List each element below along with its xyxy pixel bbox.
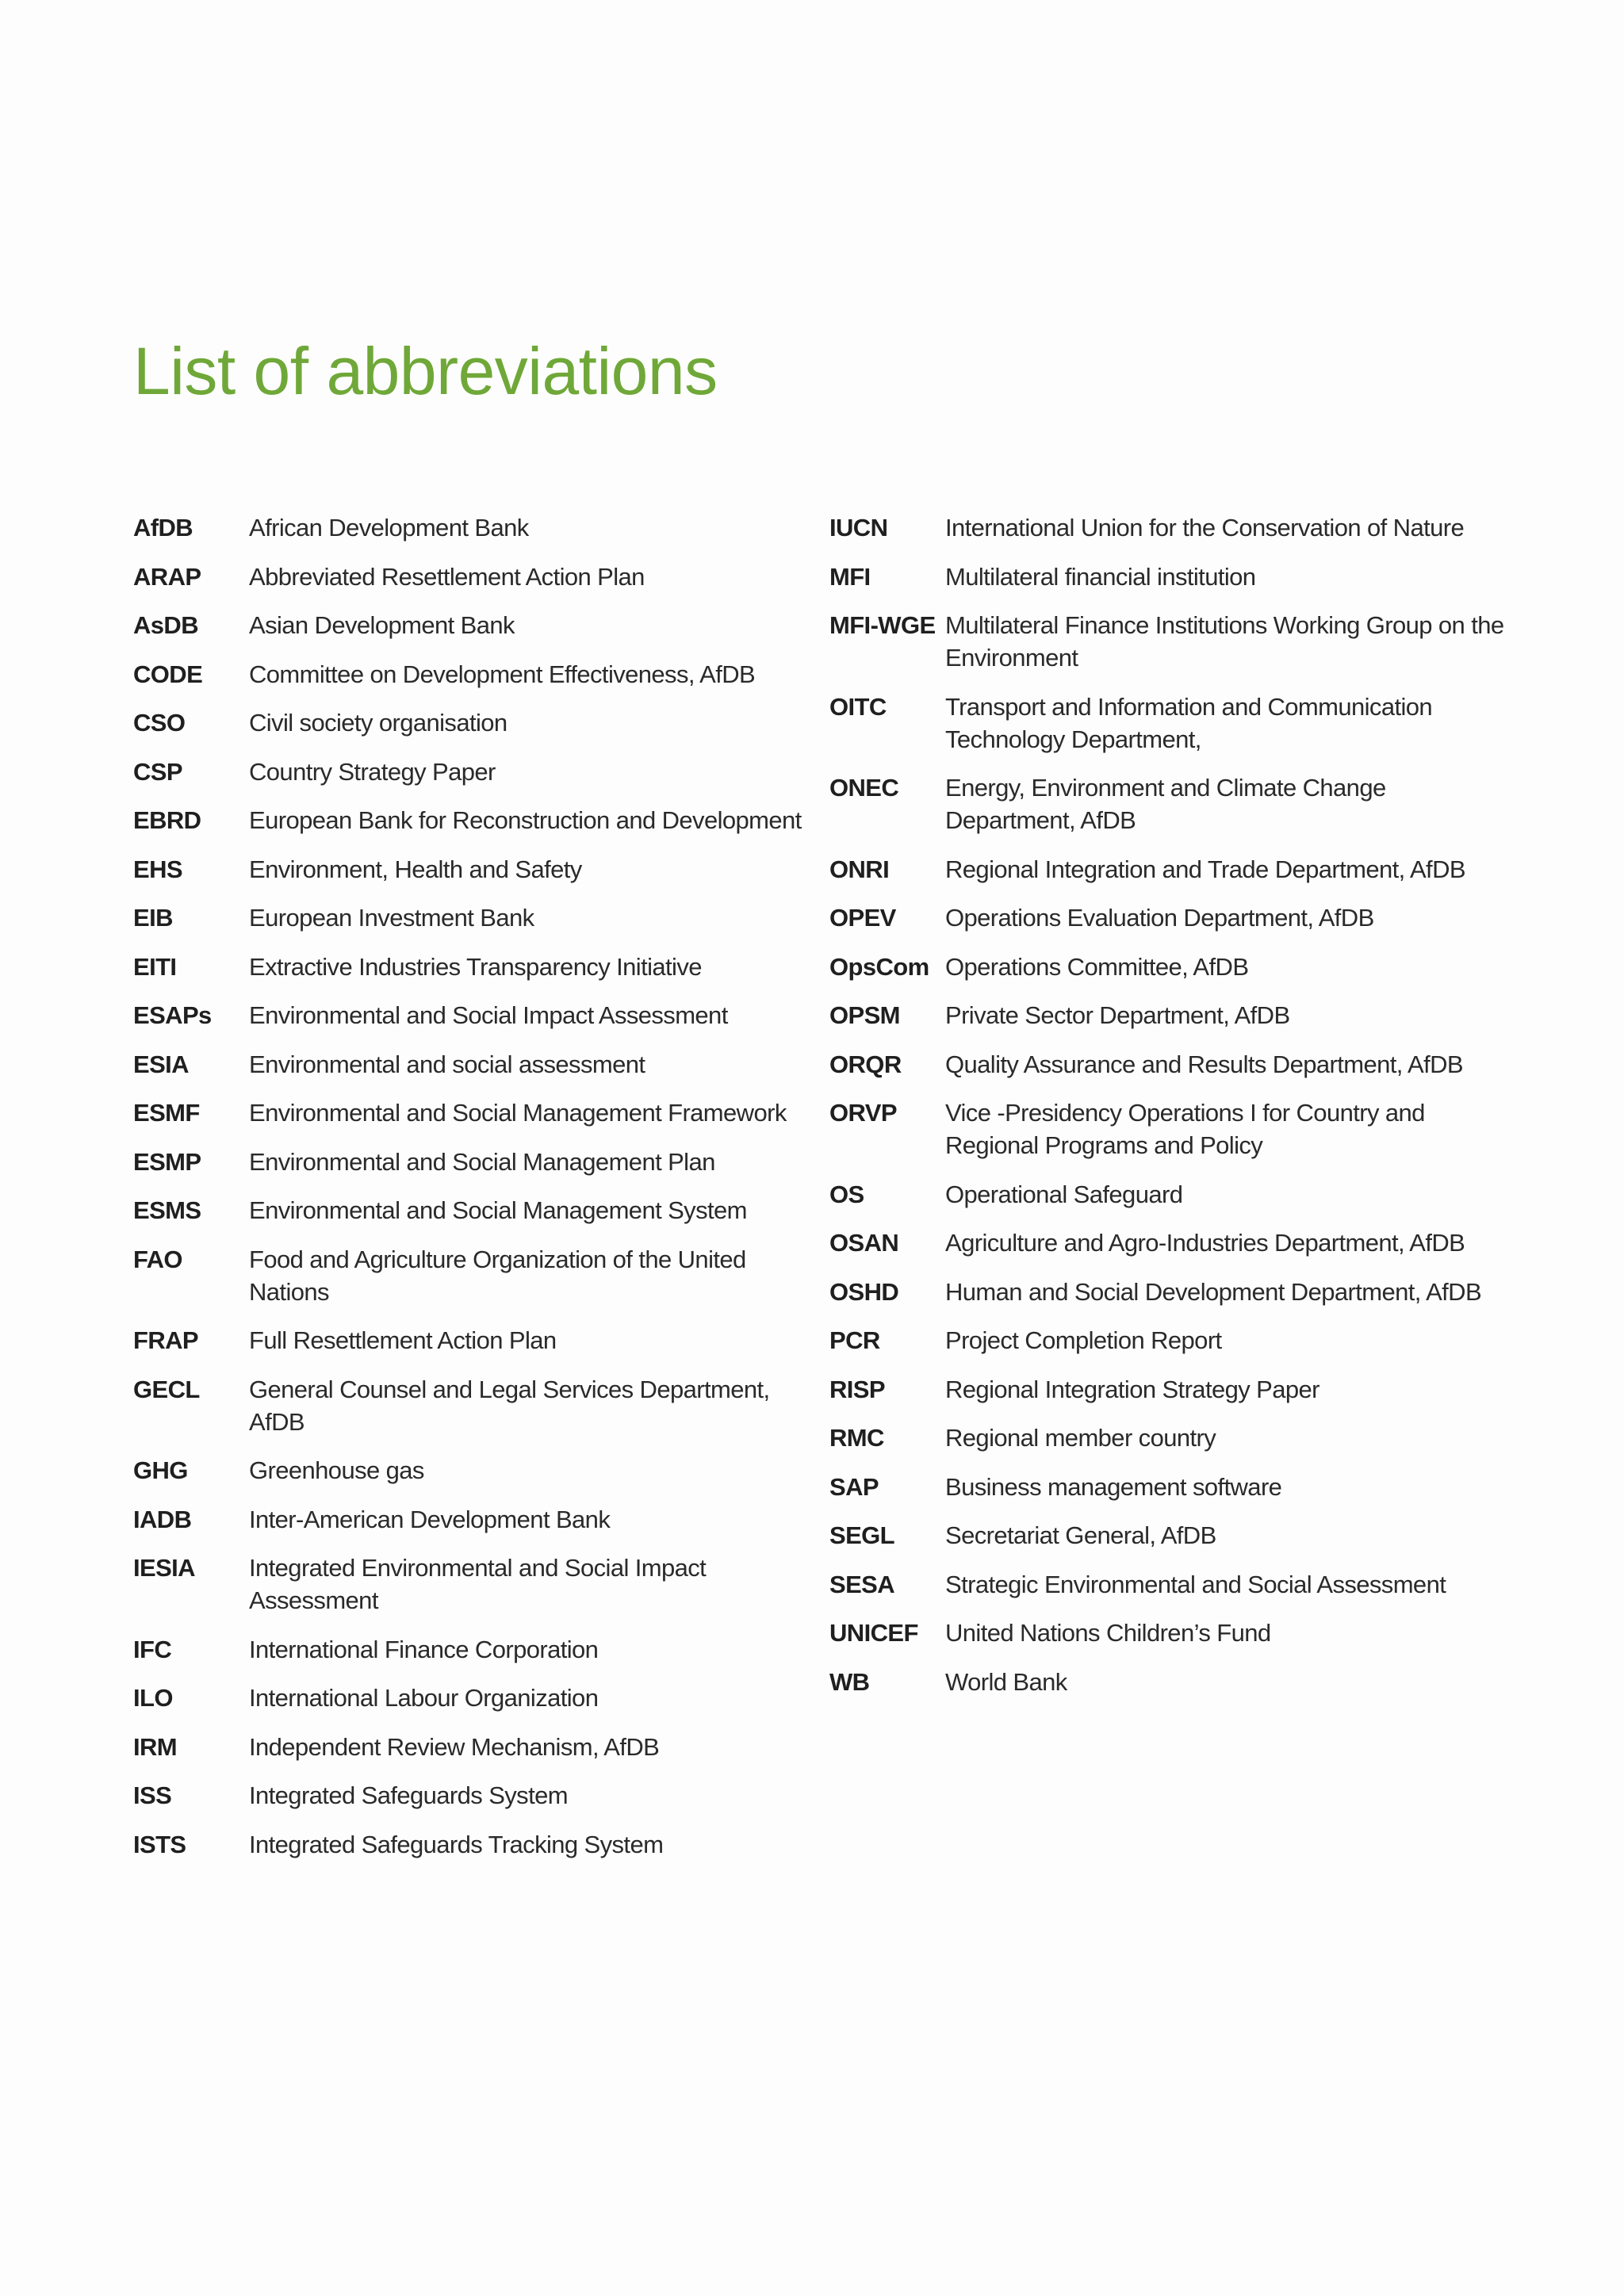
- abbreviation-term: CSO: [133, 709, 186, 737]
- abbreviation-term: ESIA: [133, 1050, 189, 1078]
- abbreviation-term: UNICEF: [829, 1619, 918, 1647]
- abbreviation-definition: Energy, Environment and Climate Change Department, AfDB: [945, 774, 1386, 834]
- abbreviation-definition: Integrated Environmental and Social Impact Assessment: [249, 1554, 707, 1614]
- abbreviation-row: [829, 1519, 1511, 1552]
- abbreviation-term: RISP: [829, 1375, 885, 1403]
- abbreviation-definition: General Counsel and Legal Services Department, AfDB: [249, 1375, 770, 1436]
- abbreviation-definition: Multilateral financial institution: [945, 562, 1256, 591]
- abbreviation-definition: International Labour Organization: [249, 1684, 599, 1712]
- abbreviation-definition: African Development Bank: [249, 514, 529, 541]
- abbreviation-definition: Business management software: [945, 1472, 1282, 1501]
- abbreviation-row: [829, 901, 1511, 934]
- abbreviation-row: [133, 706, 807, 739]
- abbreviation-definition: Independent Review Mechanism, AfDB: [249, 1732, 660, 1761]
- abbreviation-row: [829, 1276, 1511, 1308]
- abbreviation-term: WB: [829, 1667, 870, 1696]
- abbreviation-definition: Private Sector Department, AfDB: [945, 1001, 1290, 1029]
- abbreviation-term: SESA: [829, 1570, 895, 1598]
- abbreviation-row: [133, 1779, 807, 1812]
- abbreviation-term: ISTS: [133, 1830, 186, 1858]
- abbreviation-term: ORVP: [829, 1099, 897, 1127]
- abbreviation-definition: Strategic Environmental and Social Assessment: [945, 1570, 1446, 1598]
- abbreviation-row: [829, 1373, 1511, 1406]
- abbreviation-term: GECL: [133, 1375, 200, 1403]
- abbreviation-row: [829, 1471, 1511, 1503]
- abbreviations-right-column: [829, 511, 1511, 1714]
- abbreviation-row: [133, 1828, 807, 1861]
- abbreviation-row: [133, 1324, 807, 1357]
- abbreviation-row: [829, 1568, 1511, 1601]
- abbreviation-term: OPSM: [829, 1001, 900, 1029]
- abbreviation-term: EBRD: [133, 806, 201, 834]
- abbreviation-row: [133, 999, 807, 1031]
- abbreviation-definition: Agriculture and Agro-Industries Department, AfDB: [945, 1229, 1465, 1257]
- abbreviation-definition: Vice -Presidency Operations I for Country and Regional Programs and Policy: [945, 1099, 1425, 1159]
- abbreviation-row: [829, 609, 1511, 674]
- abbreviation-definition: Country Strategy Paper: [249, 757, 496, 786]
- abbreviation-row: [829, 853, 1511, 886]
- abbreviation-definition: United Nations Children’s Fund: [945, 1619, 1271, 1647]
- abbreviation-row: [133, 1096, 807, 1129]
- abbreviation-row: [829, 771, 1511, 836]
- abbreviation-term: FAO: [133, 1245, 182, 1273]
- abbreviation-definition: Environmental and Social Management Framework: [249, 1099, 787, 1127]
- abbreviation-term: AsDB: [133, 611, 199, 639]
- abbreviation-definition: Secretariat General, AfDB: [945, 1521, 1216, 1549]
- abbreviation-row: [829, 1617, 1511, 1649]
- abbreviation-definition: Committee on Development Effectiveness, AfDB: [249, 660, 756, 688]
- abbreviation-definition: Quality Assurance and Results Department, AfDB: [945, 1050, 1464, 1078]
- abbreviation-row: [133, 658, 807, 691]
- abbreviation-row: [829, 691, 1511, 756]
- abbreviation-row: [829, 999, 1511, 1031]
- abbreviation-term: ESMF: [133, 1099, 200, 1127]
- abbreviation-row: [133, 1454, 807, 1487]
- abbreviation-term: FRAP: [133, 1326, 198, 1354]
- abbreviation-row: [829, 1666, 1511, 1698]
- abbreviation-term: OSAN: [829, 1229, 899, 1257]
- abbreviation-term: EIB: [133, 904, 173, 932]
- abbreviation-definition: Regional Integration Strategy Paper: [945, 1375, 1320, 1403]
- abbreviation-row: [829, 1226, 1511, 1259]
- abbreviation-row: [829, 511, 1511, 544]
- abbreviation-term: ESMP: [133, 1147, 201, 1176]
- abbreviation-term: IRM: [133, 1732, 178, 1761]
- abbreviation-definition: Greenhouse gas: [249, 1456, 424, 1484]
- abbreviation-term: ESMS: [133, 1196, 201, 1224]
- abbreviation-row: [133, 951, 807, 983]
- abbreviation-term: ESAPs: [133, 1001, 212, 1029]
- abbreviation-term: EITI: [133, 952, 177, 981]
- abbreviation-definition: Operations Evaluation Department, AfDB: [945, 904, 1374, 932]
- abbreviation-row: [829, 951, 1511, 983]
- abbreviation-term: IUCN: [829, 514, 888, 541]
- abbreviation-definition: Human and Social Development Department, AfDB: [945, 1277, 1482, 1306]
- abbreviation-row: [133, 1048, 807, 1081]
- abbreviation-term: GHG: [133, 1456, 188, 1484]
- abbreviation-definition: Civil society organisation: [249, 709, 508, 737]
- abbreviation-row: [133, 561, 807, 593]
- abbreviation-term: OSHD: [829, 1277, 899, 1306]
- abbreviation-row: [133, 1731, 807, 1763]
- abbreviation-row: [133, 1503, 807, 1536]
- abbreviation-definition: Operational Safeguard: [945, 1180, 1183, 1208]
- abbreviation-term: OS: [829, 1180, 864, 1208]
- abbreviation-row: [133, 853, 807, 886]
- abbreviation-term: AfDB: [133, 514, 193, 541]
- abbreviation-definition: Project Completion Report: [945, 1326, 1222, 1354]
- abbreviation-definition: Environmental and Social Management Plan: [249, 1147, 715, 1176]
- abbreviation-definition: Integrated Safeguards System: [249, 1781, 568, 1809]
- abbreviation-definition: International Union for the Conservation of Nature: [945, 514, 1465, 541]
- abbreviation-definition: International Finance Corporation: [249, 1635, 599, 1663]
- abbreviation-row: [133, 609, 807, 641]
- abbreviation-row: [133, 1243, 807, 1308]
- abbreviation-term: IADB: [133, 1505, 192, 1533]
- abbreviation-term: RMC: [829, 1424, 884, 1452]
- abbreviation-row: [829, 1422, 1511, 1454]
- abbreviation-definition: Environment, Health and Safety: [249, 855, 582, 883]
- abbreviation-definition: Environmental and Social Impact Assessment: [249, 1001, 728, 1029]
- abbreviation-definition: World Bank: [945, 1667, 1067, 1696]
- abbreviation-row: [829, 1096, 1511, 1161]
- abbreviation-term: ARAP: [133, 562, 201, 591]
- abbreviation-term: MFI: [829, 562, 871, 591]
- abbreviation-definition: Full Resettlement Action Plan: [249, 1326, 557, 1354]
- abbreviation-row: [133, 1146, 807, 1178]
- abbreviation-row: [829, 561, 1511, 593]
- abbreviation-term: CODE: [133, 660, 203, 688]
- abbreviation-term: OpsCom: [829, 952, 929, 981]
- abbreviation-row: [133, 1633, 807, 1666]
- abbreviation-row: [133, 756, 807, 788]
- abbreviation-definition: Environmental and Social Management System: [249, 1196, 747, 1224]
- abbreviation-term: IFC: [133, 1635, 172, 1663]
- abbreviation-term: SEGL: [829, 1521, 895, 1549]
- abbreviation-term: ONEC: [829, 774, 899, 802]
- abbreviation-definition: European Bank for Reconstruction and Development: [249, 806, 802, 834]
- abbreviation-definition: European Investment Bank: [249, 904, 534, 932]
- page-title: List of abbreviations: [133, 334, 718, 408]
- abbreviation-term: ILO: [133, 1684, 173, 1712]
- abbreviation-term: ISS: [133, 1781, 172, 1809]
- abbreviation-definition: Environmental and social assessment: [249, 1050, 645, 1078]
- abbreviation-row: [133, 511, 807, 544]
- abbreviation-definition: Regional Integration and Trade Department, AfDB: [945, 855, 1465, 883]
- abbreviation-definition: Multilateral Finance Institutions Working Group on the Environment: [945, 611, 1504, 672]
- abbreviation-term: OITC: [829, 692, 887, 721]
- abbreviation-definition: Operations Committee, AfDB: [945, 952, 1249, 981]
- abbreviation-term: IESIA: [133, 1554, 195, 1582]
- abbreviation-definition: Asian Development Bank: [249, 611, 515, 639]
- abbreviation-term: PCR: [829, 1326, 880, 1354]
- abbreviation-definition: Transport and Information and Communication Technology Department,: [945, 692, 1433, 753]
- abbreviations-left-column: [133, 511, 807, 1877]
- abbreviation-row: [829, 1324, 1511, 1357]
- abbreviation-term: EHS: [133, 855, 182, 883]
- abbreviation-row: [829, 1178, 1511, 1211]
- abbreviation-definition: Regional member country: [945, 1424, 1216, 1452]
- abbreviation-term: ONRI: [829, 855, 890, 883]
- abbreviation-definition: Food and Agriculture Organization of the United Nations: [249, 1245, 746, 1306]
- abbreviation-definition: Inter-American Development Bank: [249, 1505, 611, 1533]
- abbreviation-row: [133, 1552, 807, 1617]
- abbreviation-term: CSP: [133, 757, 182, 786]
- abbreviation-row: [133, 1194, 807, 1226]
- abbreviation-row: [133, 804, 807, 836]
- abbreviation-term: MFI-WGE: [829, 611, 936, 639]
- abbreviation-term: OPEV: [829, 904, 896, 932]
- abbreviation-definition: Abbreviated Resettlement Action Plan: [249, 562, 645, 591]
- abbreviation-row: [829, 1048, 1511, 1081]
- abbreviation-term: SAP: [829, 1472, 879, 1501]
- abbreviation-row: [133, 901, 807, 934]
- abbreviation-row: [133, 1682, 807, 1714]
- abbreviation-definition: Extractive Industries Transparency Initiative: [249, 952, 702, 981]
- abbreviation-definition: Integrated Safeguards Tracking System: [249, 1830, 664, 1858]
- abbreviation-term: ORQR: [829, 1050, 902, 1078]
- abbreviation-row: [133, 1373, 807, 1438]
